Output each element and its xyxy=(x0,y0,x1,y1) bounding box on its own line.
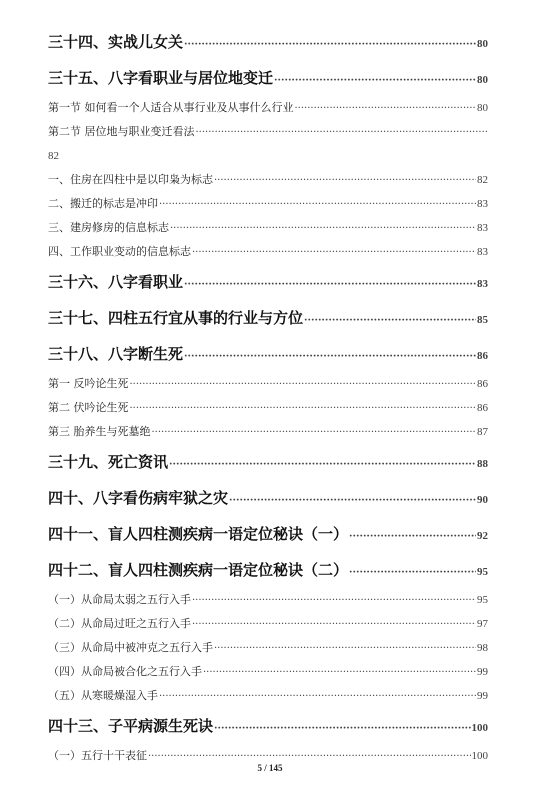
toc-entry-title: 三十九、死亡资讯 xyxy=(48,453,169,471)
dot-leader xyxy=(349,519,476,552)
toc-entry-page: 95 xyxy=(477,594,488,606)
toc-entry[interactable] xyxy=(48,708,488,744)
toc-entry[interactable] xyxy=(48,420,488,444)
toc-entry-title: （四）从命局被合化之五行入手 xyxy=(48,665,202,678)
page-indicator: 5 / 145 xyxy=(257,763,283,773)
toc-entry[interactable] xyxy=(48,636,488,660)
toc-entry-page: 83 xyxy=(477,198,488,210)
toc-entry-page: 99 xyxy=(477,690,488,702)
toc-entry-page: 97 xyxy=(477,618,488,630)
dot-leader xyxy=(184,27,476,60)
dot-leader xyxy=(214,711,470,744)
toc-entry-title: 三十六、八字看职业 xyxy=(48,273,184,291)
dot-leader xyxy=(192,613,476,636)
toc-entry-page: 90 xyxy=(477,494,488,506)
toc-entry[interactable] xyxy=(48,336,488,372)
dot-leader xyxy=(192,589,476,612)
toc-entry[interactable] xyxy=(48,612,488,636)
dot-leader xyxy=(184,339,476,372)
toc-entry-title: 三十四、实战儿女关 xyxy=(48,33,184,51)
toc-entry-title: 三十七、四柱五行宜从事的行业与方位 xyxy=(48,309,304,327)
toc-entry-page: 100 xyxy=(471,722,488,734)
toc-entry[interactable] xyxy=(48,516,488,552)
dot-leader xyxy=(349,555,476,588)
toc-entry-page: 80 xyxy=(477,38,488,50)
toc-entry-title: 二、搬迁的标志是冲印 xyxy=(48,197,158,210)
dot-leader xyxy=(304,303,476,336)
toc-entry[interactable] xyxy=(48,192,488,216)
toc-entry-page: 83 xyxy=(477,278,488,290)
toc-entry[interactable] xyxy=(48,240,488,264)
toc-entry[interactable] xyxy=(48,264,488,300)
toc-entry[interactable] xyxy=(48,444,488,480)
toc-entry-page: 83 xyxy=(477,246,488,258)
toc-entry-page: 80 xyxy=(477,102,488,114)
toc-entry-title: 第二节 居位地与职业变迁看法 xyxy=(48,125,195,138)
dot-leader xyxy=(196,121,488,144)
toc-entry[interactable] xyxy=(48,372,488,396)
toc-entry-page: 82 xyxy=(477,174,488,186)
dot-leader xyxy=(169,447,476,480)
toc-entry-title: 四十一、盲人四柱测疾病一语定位秘诀（一） xyxy=(48,525,349,543)
dot-leader xyxy=(170,217,476,240)
toc-entry[interactable] xyxy=(48,120,488,144)
dot-leader xyxy=(214,637,476,660)
toc-entry[interactable] xyxy=(48,216,488,240)
toc-entry[interactable] xyxy=(48,552,488,588)
toc-entry-page: 80 xyxy=(477,74,488,86)
dot-leader xyxy=(214,169,476,192)
toc-entry-title: 三十八、八字断生死 xyxy=(48,345,184,363)
toc-entry[interactable] xyxy=(48,60,488,96)
toc-entry[interactable] xyxy=(48,480,488,516)
toc-entry[interactable] xyxy=(48,396,488,420)
toc-entry-page: 85 xyxy=(477,314,488,326)
toc-entry-title: 第一节 如何看一个人适合从事行业及从事什么行业 xyxy=(48,101,294,114)
toc-entry-page-wrapped: 82 xyxy=(48,150,59,162)
toc-entry-page: 86 xyxy=(477,350,488,362)
dot-leader xyxy=(130,397,477,420)
toc-entry-title: （一）从命局太弱之五行入手 xyxy=(48,593,191,606)
toc-entry-page: 100 xyxy=(471,750,488,762)
dot-leader xyxy=(229,483,476,516)
toc-entry-title: 三、建房修房的信息标志 xyxy=(48,221,169,234)
toc-entry-page: 87 xyxy=(477,426,488,438)
toc-entry-title: （一）五行十干表征 xyxy=(48,749,147,762)
toc-entry-page: 98 xyxy=(477,642,488,654)
toc-entry-title: 一、住房在四柱中是以印枭为标志 xyxy=(48,173,213,186)
toc-entry-title: （五）从寒暖燥湿入手 xyxy=(48,689,158,702)
toc-entry-page: 95 xyxy=(477,566,488,578)
dot-leader xyxy=(159,685,476,708)
toc-entry-page: 88 xyxy=(477,458,488,470)
toc-entry-title: （二）从命局过旺之五行入手 xyxy=(48,617,191,630)
toc-entry[interactable] xyxy=(48,168,488,192)
toc-entry[interactable] xyxy=(48,24,488,60)
dot-leader xyxy=(130,373,477,396)
dot-leader xyxy=(274,63,476,96)
toc-entry-title: 四十三、子平病源生死诀 xyxy=(48,717,214,735)
dot-leader xyxy=(159,193,476,216)
toc-entry-title: 四十、八字看伤病牢狱之灾 xyxy=(48,489,229,507)
dot-leader xyxy=(203,661,476,684)
toc-entry-title: 第三 胎养生与死墓绝 xyxy=(48,425,151,438)
toc-entry-title: 三十五、八字看职业与居位地变迁 xyxy=(48,69,274,87)
dot-leader xyxy=(184,267,476,300)
table-of-contents xyxy=(48,24,488,768)
toc-entry[interactable] xyxy=(48,660,488,684)
toc-entry-page: 83 xyxy=(477,222,488,234)
toc-entry[interactable] xyxy=(48,300,488,336)
toc-entry-title: （三）从命局中被冲克之五行入手 xyxy=(48,641,213,654)
dot-leader xyxy=(192,241,476,264)
dot-leader xyxy=(152,421,477,444)
toc-entry-page: 99 xyxy=(477,666,488,678)
toc-entry-title: 第二 伏吟论生死 xyxy=(48,401,129,414)
toc-entry-title: 四、工作职业变动的信息标志 xyxy=(48,245,191,258)
toc-entry-title: 第一 反吟论生死 xyxy=(48,377,129,390)
toc-entry[interactable] xyxy=(48,96,488,120)
toc-entry-page: 86 xyxy=(477,402,488,414)
dot-leader xyxy=(295,97,477,120)
toc-entry-page: 86 xyxy=(477,378,488,390)
toc-entry[interactable] xyxy=(48,588,488,612)
toc-entry-page: 92 xyxy=(477,530,488,542)
toc-entry-title: 四十二、盲人四柱测疾病一语定位秘诀（二） xyxy=(48,561,349,579)
toc-entry[interactable] xyxy=(48,684,488,708)
